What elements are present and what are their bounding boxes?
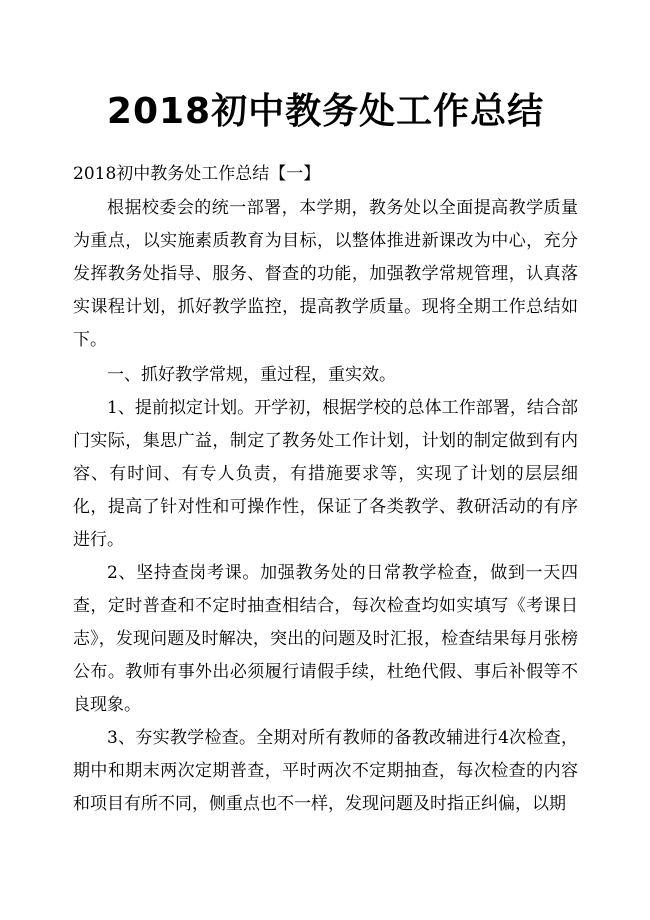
document-title: 2018初中教务处工作总结: [106, 91, 545, 132]
section-subtitle: 2018初中教务处工作总结【一】: [73, 164, 321, 184]
paragraph-intro: 根据校委会的统一部署，本学期，教务处以全面提高教学质量为重点，以实施素质教育为目标，以整体推进新课改为中心，充分发挥教务处指导、服务、督查的功能，加强教学常规管理，认真落实课程计划，抓好教学监控，提高教学质量。现将全期工作总结如下。: [73, 198, 578, 350]
paragraph-item-1: 1、提前拟定计划。开学初，根据学校的总体工作部署，结合部门实际，集思广益，制定了教务处工作计划，计划的制定做到有内容、有时间、有专人负责，有措施要求等，实现了计划的层层细化，提高了针对性和可操作性，保证了各类教学、教研活动的有序进行。: [73, 398, 578, 550]
paragraph-item-2: 2、坚持查岗考课。加强教务处的日常教学检查，做到一天四查，定时普查和不定时抽查相结合，每次检查均如实填写《考课日志》，发现问题及时解决，突出的问题及时汇报，检查结果每月张榜公布。教师有事外出必须履行请假手续，杜绝代假、事后补假等不良现象。: [73, 563, 578, 715]
paragraph-item-3: 3、夯实教学检查。全期对所有教师的备教改辅进行4次检查，期中和期末两次定期普查，平时两次不定期抽查，每次检查的内容和项目有所不同，侧重点也不一样，发现问题及时指正纠偏，以期: [73, 728, 578, 814]
paragraph-heading-1: 一、抓好教学常规，重过程，重实效。: [107, 365, 396, 385]
